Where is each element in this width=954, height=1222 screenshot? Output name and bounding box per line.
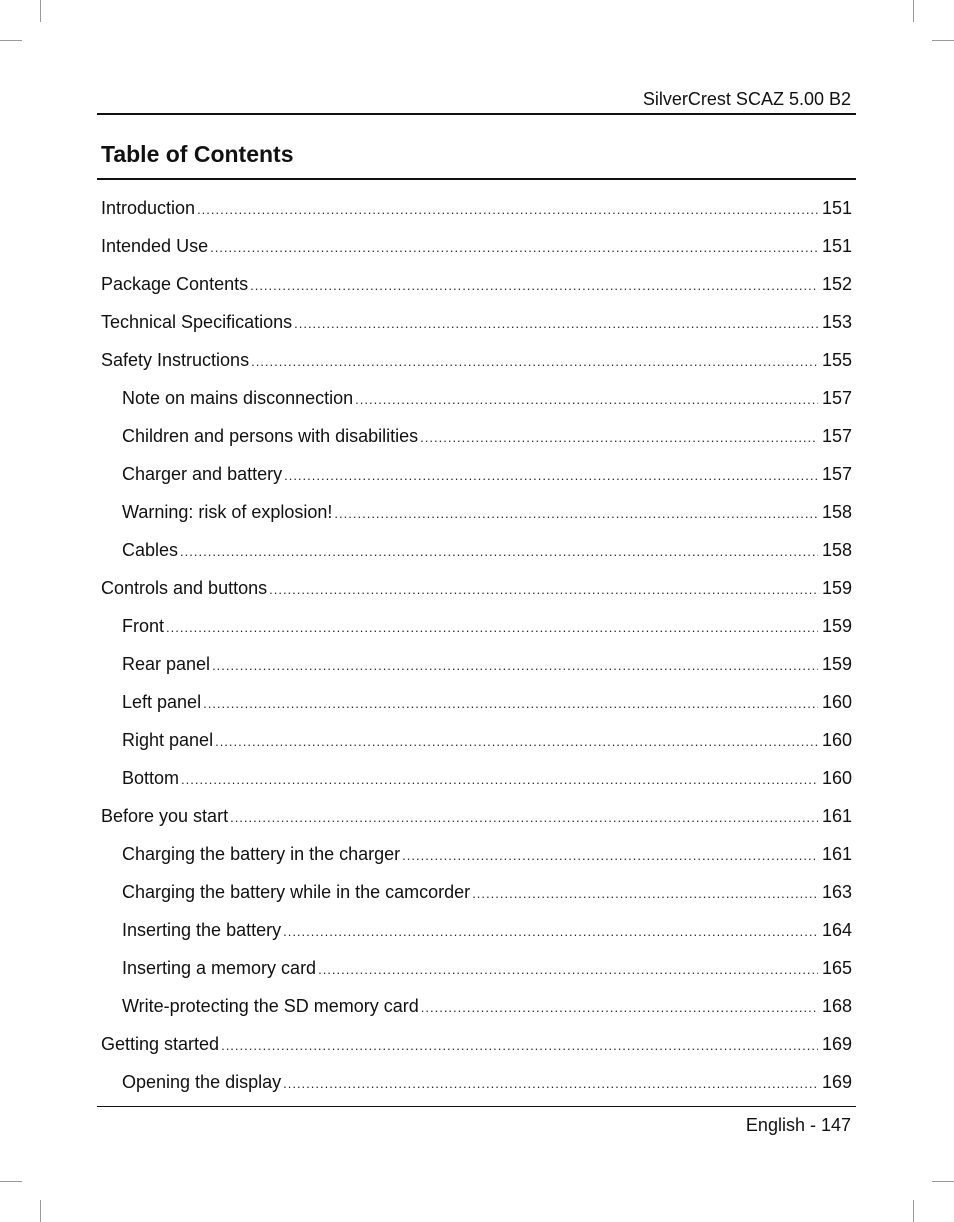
toc-entry-label: Charging the battery in the charger [122, 844, 401, 864]
toc-entry-page: 160 [821, 768, 852, 788]
toc-entry[interactable] [101, 1066, 852, 1104]
toc-entry-label: Inserting a memory card [122, 958, 317, 978]
header-rule [97, 113, 856, 115]
toc-entry-page: 163 [821, 882, 852, 902]
toc-dot-leader [212, 650, 818, 682]
toc-dot-leader [230, 802, 818, 834]
toc-entry-label: Warning: risk of explosion! [122, 502, 333, 522]
toc-dot-leader [269, 574, 818, 606]
toc-entry[interactable] [101, 686, 852, 724]
toc-entry[interactable] [101, 876, 852, 914]
toc-entry[interactable] [101, 344, 852, 382]
toc-dot-leader [472, 878, 818, 910]
toc-entry-label: Cables [122, 540, 179, 560]
toc-entry-page: 152 [821, 274, 852, 294]
toc-entry-label: Package Contents [101, 274, 249, 294]
toc-entry[interactable] [101, 952, 852, 990]
crop-mark [932, 1181, 954, 1182]
toc-dot-leader [180, 536, 818, 568]
toc-entry[interactable] [101, 838, 852, 876]
toc-entry-page: 168 [821, 996, 852, 1016]
toc-dot-leader [210, 232, 818, 264]
toc-entry-label: Write-protecting the SD memory card [122, 996, 419, 1016]
toc-entry[interactable] [101, 496, 852, 534]
toc-entry-label: Safety Instructions [101, 350, 250, 370]
toc-entry[interactable] [101, 724, 852, 762]
toc-entry-page: 158 [821, 540, 852, 560]
toc-entry-page: 158 [821, 502, 852, 522]
toc-dot-leader [250, 270, 818, 302]
toc-entry-page: 157 [821, 464, 852, 484]
toc-entry[interactable] [101, 192, 852, 230]
toc-dot-leader [221, 1030, 818, 1062]
toc-entry-page: 159 [821, 616, 852, 636]
toc-dot-leader [284, 460, 818, 492]
toc-entry-label: Note on mains disconnection [122, 388, 354, 408]
toc-entry[interactable] [101, 420, 852, 458]
toc-entry-page: 159 [821, 654, 852, 674]
toc-entry-page: 169 [821, 1072, 852, 1092]
toc-entry-label: Technical Specifications [101, 312, 293, 332]
table-of-contents [101, 192, 852, 1104]
toc-entry[interactable] [101, 800, 852, 838]
toc-dot-leader [181, 764, 818, 796]
toc-entry-page: 169 [821, 1034, 852, 1054]
toc-entry[interactable] [101, 306, 852, 344]
toc-entry[interactable] [101, 230, 852, 268]
toc-entry-page: 161 [821, 806, 852, 826]
toc-entry-label: Introduction [101, 198, 196, 218]
toc-entry-page: 160 [821, 692, 852, 712]
footer-rule [97, 1106, 856, 1107]
toc-entry-label: Charger and battery [122, 464, 283, 484]
toc-entry-label: Front [122, 616, 165, 636]
toc-entry[interactable] [101, 534, 852, 572]
toc-entry[interactable] [101, 458, 852, 496]
toc-entry-page: 164 [821, 920, 852, 940]
toc-entry-page: 151 [821, 198, 852, 218]
page-number: English - 147 [745, 1115, 851, 1135]
toc-entry-page: 153 [821, 312, 852, 332]
toc-entry-label: Opening the display [122, 1072, 282, 1092]
toc-entry[interactable] [101, 382, 852, 420]
toc-entry[interactable] [101, 610, 852, 648]
toc-dot-leader [421, 992, 818, 1024]
toc-dot-leader [334, 498, 818, 530]
running-header: SilverCrest SCAZ 5.00 B2 [642, 89, 851, 109]
toc-dot-leader [203, 688, 818, 720]
toc-dot-leader [402, 840, 818, 872]
toc-entry-label: Controls and buttons [101, 578, 268, 598]
crop-mark [40, 0, 41, 22]
toc-entry[interactable] [101, 268, 852, 306]
toc-dot-leader [318, 954, 818, 986]
toc-entry[interactable] [101, 648, 852, 686]
toc-entry-label: Before you start [101, 806, 229, 826]
toc-entry-label: Right panel [122, 730, 214, 750]
toc-entry-label: Intended Use [101, 236, 209, 256]
toc-entry-page: 155 [821, 350, 852, 370]
toc-entry[interactable] [101, 990, 852, 1028]
crop-mark [913, 1200, 914, 1222]
toc-entry-page: 165 [821, 958, 852, 978]
toc-dot-leader [283, 916, 818, 948]
toc-dot-leader [294, 308, 818, 340]
toc-dot-leader [420, 422, 818, 454]
toc-entry-label: Rear panel [122, 654, 211, 674]
toc-entry-label: Charging the battery while in the camcorder [122, 882, 471, 902]
toc-dot-leader [215, 726, 818, 758]
toc-entry-page: 159 [821, 578, 852, 598]
toc-entry[interactable] [101, 762, 852, 800]
crop-mark [913, 0, 914, 22]
toc-dot-leader [283, 1068, 818, 1100]
toc-entry-page: 160 [821, 730, 852, 750]
toc-entry[interactable] [101, 1028, 852, 1066]
page-title: Table of Contents [101, 141, 294, 167]
toc-entry-label: Inserting the battery [122, 920, 282, 940]
toc-dot-leader [251, 346, 818, 378]
crop-mark [40, 1200, 41, 1222]
crop-mark [0, 1181, 22, 1182]
toc-dot-leader [197, 194, 818, 226]
crop-mark [0, 40, 22, 41]
toc-entry-label: Left panel [122, 692, 202, 712]
toc-entry-label: Children and persons with disabilities [122, 426, 419, 446]
toc-entry-page: 157 [821, 426, 852, 446]
toc-entry-page: 157 [821, 388, 852, 408]
title-rule [97, 178, 856, 180]
toc-entry[interactable] [101, 572, 852, 610]
toc-entry-page: 161 [821, 844, 852, 864]
toc-entry[interactable] [101, 914, 852, 952]
toc-entry-page: 151 [821, 236, 852, 256]
toc-entry-label: Getting started [101, 1034, 220, 1054]
toc-entry-label: Bottom [122, 768, 180, 788]
crop-mark [932, 40, 954, 41]
toc-dot-leader [166, 612, 818, 644]
toc-dot-leader [355, 384, 818, 416]
